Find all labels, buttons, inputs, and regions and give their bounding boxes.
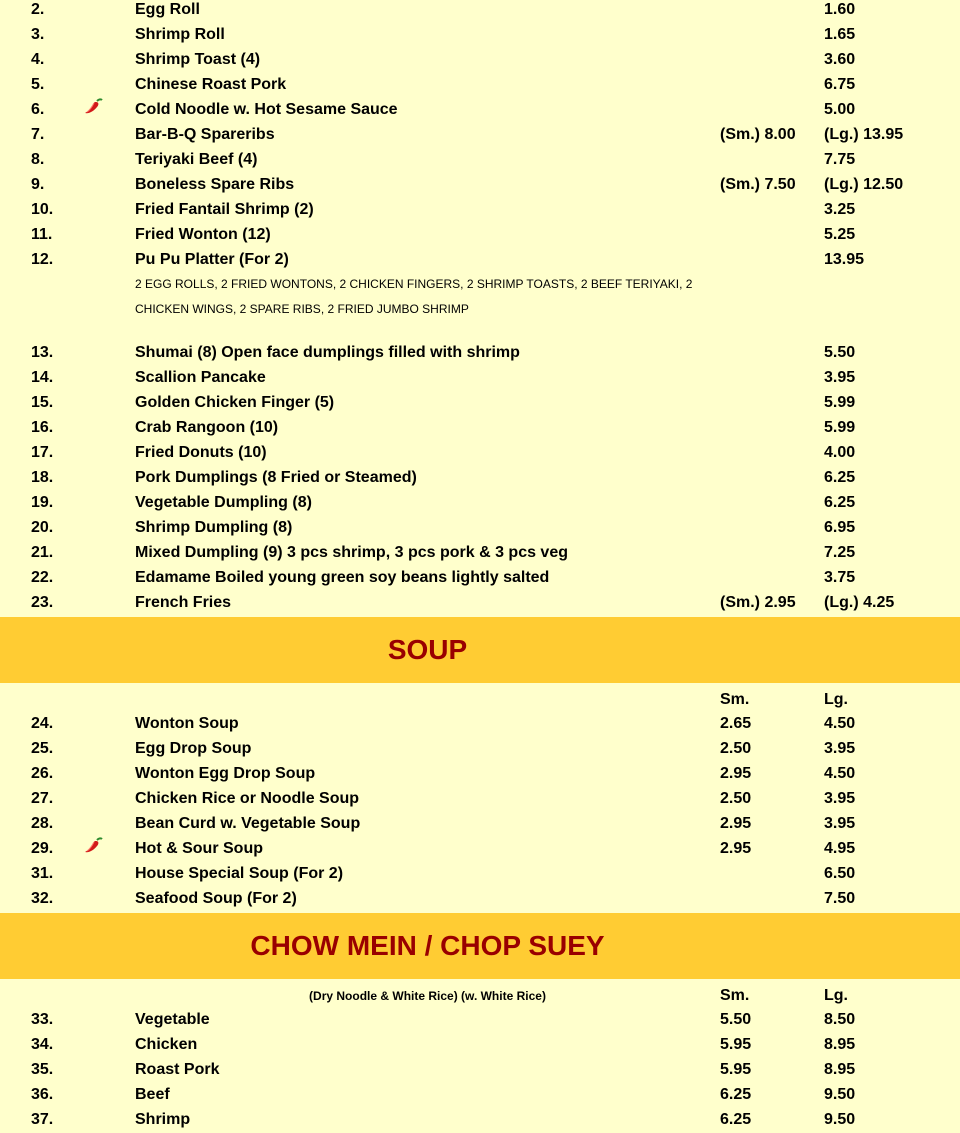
- item-name: Seafood Soup (For 2): [135, 890, 297, 907]
- menu-item-row: [0, 540, 960, 565]
- item-number: 31.: [31, 865, 54, 882]
- size-large-label: Lg.: [824, 691, 848, 708]
- item-number: 8.: [31, 151, 45, 168]
- item-number: 24.: [31, 715, 54, 732]
- chow-mein-list: [0, 1007, 960, 1132]
- price-large: 4.50: [824, 715, 856, 732]
- item-name: Mixed Dumpling (9) 3 pcs shrimp, 3 pcs pork & 3 pcs veg: [135, 544, 568, 561]
- item-name: Shrimp: [135, 1111, 191, 1128]
- item-name: Bean Curd w. Vegetable Soup: [135, 815, 361, 832]
- item-number: 17.: [31, 444, 54, 461]
- item-number: 26.: [31, 765, 54, 782]
- menu-item-row: [0, 197, 960, 222]
- menu-item-row: [0, 247, 960, 272]
- price-small: 5.95: [720, 1061, 752, 1078]
- chow-mein-section-header: [0, 913, 960, 979]
- menu-item-row: [0, 736, 960, 761]
- price-large: 4.95: [824, 840, 856, 857]
- menu-item-row: [0, 861, 960, 886]
- price-small: 2.95: [720, 765, 752, 782]
- menu-item-row: [0, 72, 960, 97]
- item-number: 18.: [31, 469, 54, 486]
- item-number: 15.: [31, 394, 54, 411]
- menu-item-row: [0, 22, 960, 47]
- price-small: 2.50: [720, 740, 752, 757]
- soup-size-header: [0, 683, 960, 711]
- item-name: Chinese Roast Pork: [135, 76, 287, 93]
- menu-item-row: [0, 565, 960, 590]
- item-number: 22.: [31, 569, 54, 586]
- price-small: (Sm.) 8.00: [720, 126, 796, 143]
- price-large: 13.95: [824, 251, 865, 268]
- size-large-label: Lg.: [824, 987, 848, 1004]
- item-number: 25.: [31, 740, 54, 757]
- item-number: 14.: [31, 369, 54, 386]
- price-large: 5.99: [824, 394, 856, 411]
- price-large: 8.95: [824, 1036, 856, 1053]
- chow-mein-size-header: [0, 979, 960, 1007]
- price-large: 6.75: [824, 76, 856, 93]
- item-name: Fried Donuts (10): [135, 444, 267, 461]
- item-name: Scallion Pancake: [135, 369, 266, 386]
- item-number: 4.: [31, 51, 45, 68]
- item-name: Crab Rangoon (10): [135, 419, 279, 436]
- price-large: 5.00: [824, 101, 856, 118]
- item-number: 12.: [31, 251, 54, 268]
- price-large: 7.25: [824, 544, 856, 561]
- item-number: 29.: [31, 840, 54, 857]
- menu-item-row: [0, 1032, 960, 1057]
- item-number: 9.: [31, 176, 45, 193]
- item-number: 33.: [31, 1011, 54, 1028]
- menu-item-row: [0, 490, 960, 515]
- menu-item-row: [0, 761, 960, 786]
- menu-item-row: [0, 465, 960, 490]
- item-number: 21.: [31, 544, 54, 561]
- item-name: Chicken Rice or Noodle Soup: [135, 790, 360, 807]
- item-number: 5.: [31, 76, 45, 93]
- item-number: 3.: [31, 26, 45, 43]
- menu-item-row: [0, 47, 960, 72]
- item-name: Vegetable: [135, 1011, 210, 1028]
- item-name: Edamame Boiled young green soy beans lightly salted: [135, 569, 550, 586]
- menu-item-row: [0, 340, 960, 365]
- item-name: Wonton Soup: [135, 715, 239, 732]
- item-number: 23.: [31, 594, 54, 611]
- price-large: 1.65: [824, 26, 856, 43]
- price-large: 9.50: [824, 1086, 856, 1103]
- price-large: 5.99: [824, 419, 856, 436]
- item-number: 27.: [31, 790, 54, 807]
- item-number: 20.: [31, 519, 54, 536]
- item-name: Bar-B-Q Spareribs: [135, 126, 275, 143]
- item-name: Cold Noodle w. Hot Sesame Sauce: [135, 101, 398, 118]
- item-number: 34.: [31, 1036, 54, 1053]
- menu-item-row: [0, 515, 960, 540]
- item-number: 13.: [31, 344, 54, 361]
- price-large: 3.95: [824, 815, 856, 832]
- item-name: Fried Wonton (12): [135, 226, 271, 243]
- price-large: (Lg.) 4.25: [824, 594, 895, 611]
- menu-item-row: [0, 1007, 960, 1032]
- menu-item-row: [0, 390, 960, 415]
- price-small: 5.50: [720, 1011, 752, 1028]
- item-description-row: [0, 272, 960, 340]
- item-number: 7.: [31, 126, 45, 143]
- item-name: Pu Pu Platter (For 2): [135, 251, 289, 268]
- chili-pepper-icon: [82, 97, 104, 117]
- item-name: Egg Drop Soup: [135, 740, 252, 757]
- item-name: Pork Dumplings (8 Fried or Steamed): [135, 469, 417, 486]
- item-description: 2 EGG ROLLS, 2 FRIED WONTONS, 2 CHICKEN FINGERS, 2 SHRIMP TOASTS, 2 BEEF TERIYAKI, 2 CHICKEN WINGS, 2 SPARE RIBS, 2 FRIED JUMBO SHRIMP: [135, 277, 693, 316]
- item-name: Teriyaki Beef (4): [135, 151, 258, 168]
- item-number: 32.: [31, 890, 54, 907]
- menu-item-row: [0, 97, 960, 122]
- price-large: 3.95: [824, 790, 856, 807]
- section-title: SOUP: [387, 634, 468, 665]
- item-number: 37.: [31, 1111, 54, 1128]
- price-large: 8.50: [824, 1011, 856, 1028]
- menu-item-row: [0, 0, 960, 22]
- price-large: 4.50: [824, 765, 856, 782]
- soup-section-header: [0, 617, 960, 683]
- chili-pepper-icon: [82, 836, 104, 856]
- menu-item-row: [0, 172, 960, 197]
- item-name: Wonton Egg Drop Soup: [135, 765, 316, 782]
- menu-item-row: [0, 886, 960, 911]
- price-large: 3.25: [824, 201, 856, 218]
- menu-item-row: [0, 1082, 960, 1107]
- menu-item-row: [0, 222, 960, 247]
- price-large: 6.95: [824, 519, 856, 536]
- item-name: Beef: [135, 1086, 170, 1103]
- item-number: 2.: [31, 1, 45, 18]
- price-small: 6.25: [720, 1086, 752, 1103]
- item-name: Boneless Spare Ribs: [135, 176, 295, 193]
- menu-item-row: [0, 711, 960, 736]
- price-large: 3.75: [824, 569, 856, 586]
- price-large: 3.60: [824, 51, 856, 68]
- price-large: 5.25: [824, 226, 856, 243]
- price-large: 7.75: [824, 151, 856, 168]
- price-large: 4.00: [824, 444, 856, 461]
- item-name: French Fries: [135, 594, 232, 611]
- price-small: 2.95: [720, 840, 752, 857]
- price-small: 6.25: [720, 1111, 752, 1128]
- price-large: 8.95: [824, 1061, 856, 1078]
- item-number: 19.: [31, 494, 54, 511]
- item-name: Chicken: [135, 1036, 198, 1053]
- price-large: 3.95: [824, 369, 856, 386]
- menu-item-row: [0, 811, 960, 836]
- price-small: 2.65: [720, 715, 752, 732]
- price-large: 6.50: [824, 865, 856, 882]
- price-small: (Sm.) 7.50: [720, 176, 796, 193]
- item-name: Vegetable Dumpling (8): [135, 494, 312, 511]
- soup-list: [0, 711, 960, 911]
- price-large: 9.50: [824, 1111, 856, 1128]
- item-name: Shrimp Toast (4): [135, 51, 261, 68]
- menu-item-row: [0, 1057, 960, 1082]
- section-note: (Dry Noodle & White Rice) (w. White Rice): [309, 989, 546, 1003]
- menu-item-row: [0, 836, 960, 861]
- item-number: 11.: [31, 226, 53, 243]
- price-large: 6.25: [824, 469, 856, 486]
- menu-item-row: [0, 147, 960, 172]
- item-name: Hot & Sour Soup: [135, 840, 263, 857]
- item-number: 10.: [31, 201, 54, 218]
- price-small: 5.95: [720, 1036, 752, 1053]
- price-large: 5.50: [824, 344, 856, 361]
- item-number: 35.: [31, 1061, 54, 1078]
- item-number: 6.: [31, 101, 45, 118]
- item-name: Egg Roll: [135, 1, 200, 18]
- item-number: 16.: [31, 419, 54, 436]
- menu-item-row: [0, 590, 960, 615]
- item-name: Golden Chicken Finger (5): [135, 394, 335, 411]
- price-large: (Lg.) 13.95: [824, 126, 904, 143]
- item-name: Shrimp Dumpling (8): [135, 519, 293, 536]
- price-small: (Sm.) 2.95: [720, 594, 796, 611]
- price-small: 2.50: [720, 790, 752, 807]
- item-name: Shumai (8) Open face dumplings filled with shrimp: [135, 344, 520, 361]
- price-large: 6.25: [824, 494, 856, 511]
- item-number: 36.: [31, 1086, 54, 1103]
- section-title: CHOW MEIN / CHOP SUEY: [250, 930, 605, 961]
- menu-item-row: [0, 440, 960, 465]
- menu-item-row: [0, 122, 960, 147]
- price-large: 3.95: [824, 740, 856, 757]
- item-number: 28.: [31, 815, 54, 832]
- item-name: Fried Fantail Shrimp (2): [135, 201, 314, 218]
- item-name: House Special Soup (For 2): [135, 865, 344, 882]
- menu-item-row: [0, 415, 960, 440]
- size-small-label: Sm.: [720, 987, 750, 1004]
- price-small: 2.95: [720, 815, 752, 832]
- menu-item-row: [0, 1107, 960, 1132]
- item-name: Shrimp Roll: [135, 26, 225, 43]
- item-name: Roast Pork: [135, 1061, 220, 1078]
- price-large: 1.60: [824, 1, 856, 18]
- menu-item-row: [0, 786, 960, 811]
- menu-item-row: [0, 365, 960, 390]
- price-large: (Lg.) 12.50: [824, 176, 904, 193]
- size-small-label: Sm.: [720, 691, 750, 708]
- price-large: 7.50: [824, 890, 856, 907]
